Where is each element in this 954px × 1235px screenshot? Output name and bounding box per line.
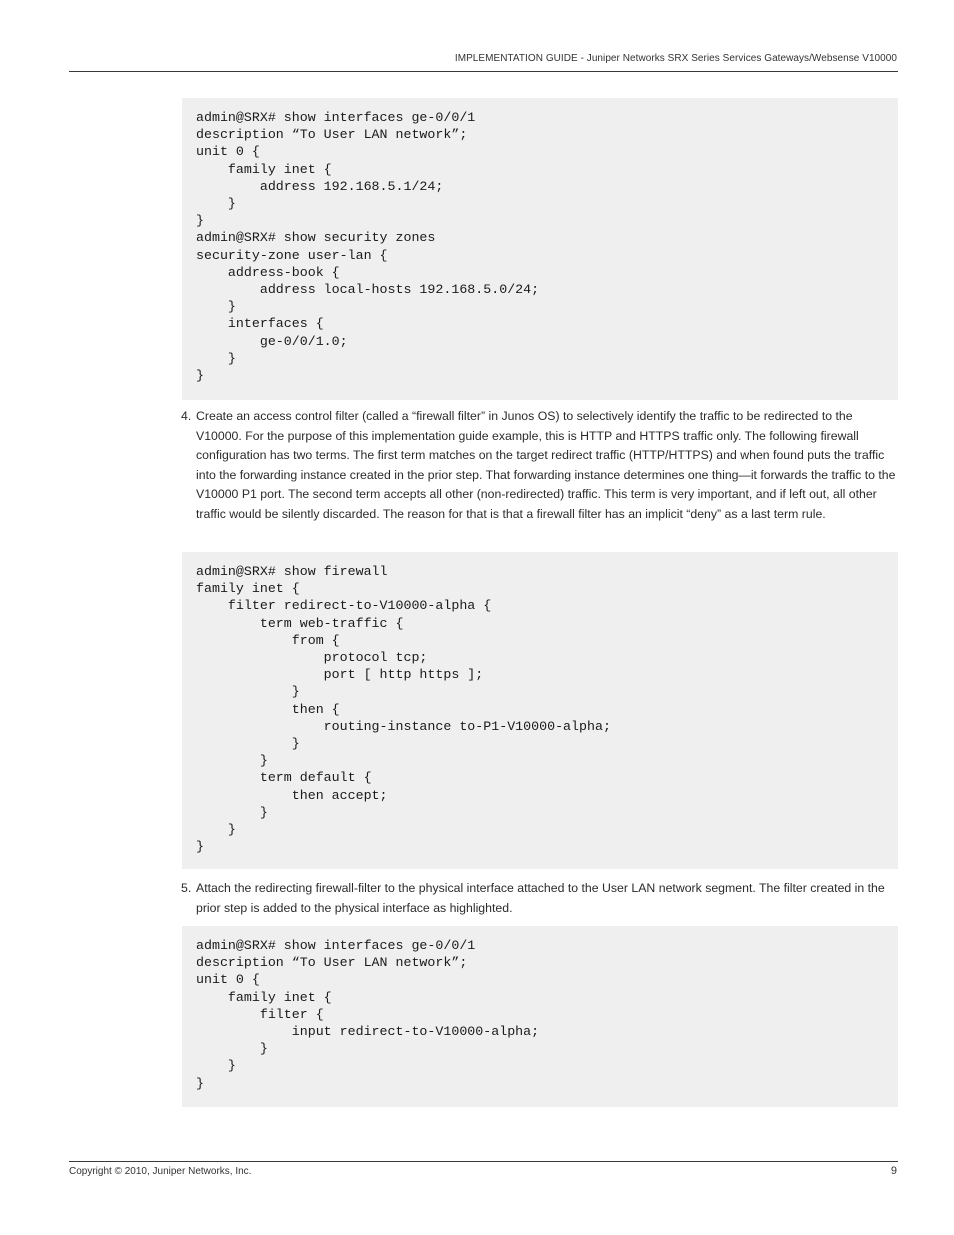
page-number: 9 [890, 1165, 897, 1177]
step-4 [181, 407, 898, 524]
step-number: 4. [181, 409, 192, 423]
footer-divider [69, 1161, 898, 1162]
code-block-interfaces-zones [182, 98, 898, 400]
running-header: IMPLEMENTATION GUIDE - Juniper Networks SRX Series Services Gateways/Websense V10000 [454, 53, 897, 64]
step-text: Attach the redirecting firewall-filter to the physical interface attached to the User LAN network segment. The filter created in the prior step is added to the physical interface as highlighted. [196, 881, 885, 915]
copyright-notice: Copyright © 2010, Juniper Networks, Inc. [69, 1166, 252, 1177]
code-text: admin@SRX# show firewall family inet { filter redirect-to-V10000-alpha { term web-traffic { from { protocol tcp; port [ http https ]; } then { routing-instance to-P1-V10000-alpha; } } term default { then accept; } } } [196, 564, 611, 855]
code-block-interface-filter [182, 926, 898, 1107]
step-text: Create an access control filter (called a “firewall filter” in Junos OS) to selectively identify the traffic to be redirected to the V10000. For the purpose of this implementation guide example, this is HTTP and HTTPS traffic only. The following firewall configuration has two terms. The first term matches on the target redirect traffic (HTTP/HTTPS) and when found puts the traffic into the forwarding instance created in the prior step. That forwarding instance determines one thing—it forwards the traffic to the V10000 P1 port. The second term accepts all other (non-redirected) traffic. This term is very important, and if left out, all other traffic would be silently discarded. The reason for that is that a firewall filter has an implicit “deny” as a last term rule. [196, 409, 896, 521]
step-number: 5. [181, 881, 192, 895]
code-text: admin@SRX# show interfaces ge-0/0/1 description “To User LAN network”; unit 0 { family inet { address 192.168.5.1/24; } } admin@SRX# show security zones security-zone user-lan { address-book { address local-hosts 192.168.5.0/24; } interfaces { ge-0/0/1.0; } } [196, 110, 540, 384]
code-text: admin@SRX# show interfaces ge-0/0/1 description “To User LAN network”; unit 0 { family inet { filter { input redirect-to-V10000-alpha; } } } [196, 938, 540, 1091]
code-block-firewall [182, 552, 898, 869]
header-divider [69, 71, 898, 72]
step-5 [181, 879, 898, 918]
